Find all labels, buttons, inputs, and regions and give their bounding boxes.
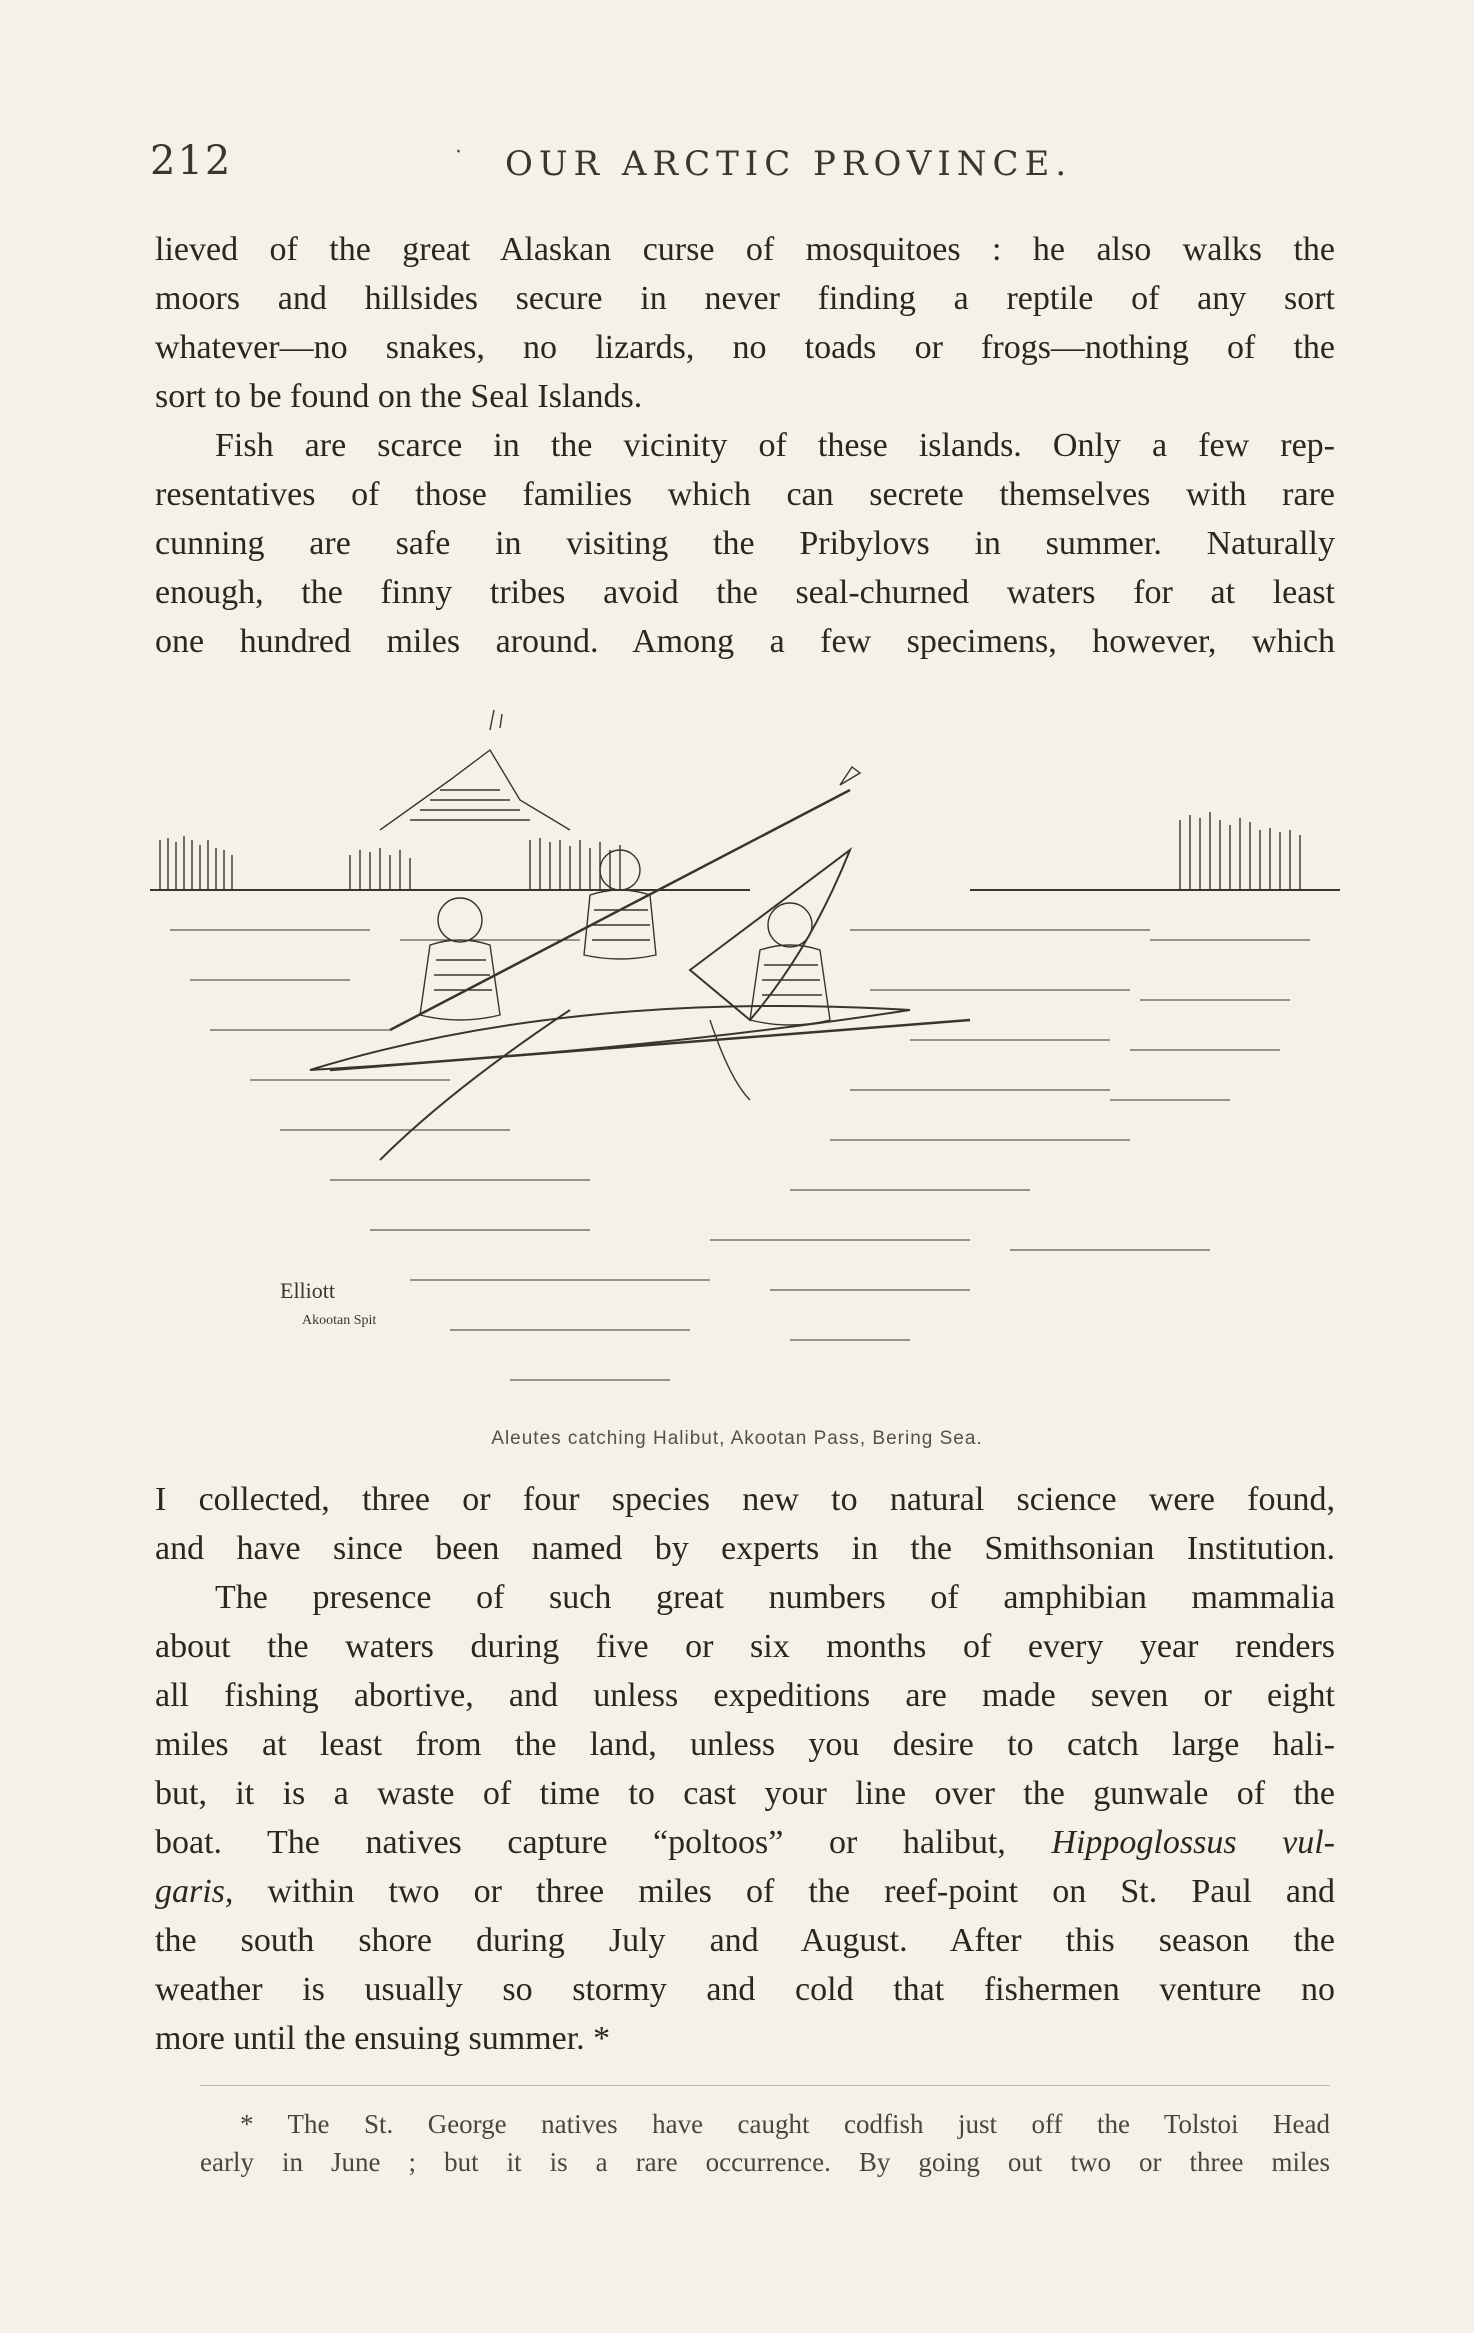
text-line: about the waters during five or six months of every year renders — [155, 1628, 1335, 1665]
text-line: whatever—no snakes, no lizards, no toads or frogs—nothing of the — [155, 329, 1335, 366]
text-line: enough, the finny tribes avoid the seal-churned waters for at least — [155, 574, 1335, 611]
text-line: sort to be found on the Seal Islands. — [155, 378, 643, 415]
right-shoreline — [970, 812, 1340, 890]
paragraph-bottom — [155, 1475, 1335, 2063]
text-line: one hundred miles around. Among a few specimens, however, which — [155, 623, 1335, 660]
text-line: I collected, three or four species new to natural science were found, — [155, 1481, 1335, 1518]
italic-term: Hippoglossus vul- — [1051, 1824, 1336, 1861]
italic-term: garis, — [155, 1873, 234, 1910]
text-line: miles at least from the land, unless you desire to catch large hali- — [155, 1726, 1335, 1763]
text-segment: boat. The natives capture “poltoos” or halibut, — [155, 1824, 1006, 1861]
footnote-line: early in June ; but it is a rare occurrence. By going out two or three miles — [200, 2147, 1330, 2177]
header-dot: · — [455, 140, 462, 165]
signature-line-2: Akootan Spit — [302, 1313, 377, 1328]
paddle-2 — [330, 1020, 970, 1070]
running-title: OUR ARCTIC PROVINCE. — [505, 144, 1073, 184]
text-line: lieved of the great Alaskan curse of mosquitoes : he also walks the — [155, 231, 1335, 268]
text-line: Fish are scarce in the vicinity of these islands. Only a few rep- — [215, 427, 1335, 464]
illustration — [150, 690, 1340, 1410]
text-segment: within two or three miles of the reef-point on St. Paul and — [233, 1873, 1335, 1910]
page-header — [150, 138, 1330, 188]
kayak-left — [310, 1006, 910, 1160]
halibut-fishing-engraving — [150, 690, 1340, 1410]
figure-caption: Aleutes catching Halibut, Akootan Pass, Bering Sea. — [491, 1428, 983, 1449]
figure-1 — [420, 898, 500, 1020]
text-line — [155, 1818, 1335, 1867]
text-line: more until the ensuing summer. * — [155, 2020, 611, 2057]
text-line: the south shore during July and August. After this season the — [155, 1922, 1335, 1959]
paragraph-top — [155, 225, 1335, 666]
text-line: resentatives of those families which can secrete themselves with rare — [155, 476, 1335, 513]
mountain-hatching — [410, 790, 530, 820]
paddle-blade — [840, 767, 860, 785]
text-line: and have since been named by experts in the Smithsonian Institution. — [155, 1530, 1335, 1567]
signature-line-1: Elliott — [280, 1278, 335, 1303]
left-shoreline — [150, 836, 750, 890]
page-number: 212 — [150, 138, 233, 184]
text-line: but, it is a waste of time to cast your line over the gunwale of the — [155, 1775, 1335, 1812]
text-line: moors and hillsides secure in never finding a reptile of any sort — [155, 280, 1335, 317]
footnote-rule — [200, 2085, 1330, 2086]
text-line: all fishing abortive, and unless expeditions are made seven or eight — [155, 1677, 1335, 1714]
volcano-smoke — [490, 710, 502, 730]
text-line: weather is usually so stormy and cold that fishermen venture no — [155, 1971, 1335, 2008]
footnote-line: * The St. George natives have caught codfish just off the Tolstoi Head — [240, 2109, 1330, 2139]
footnote — [200, 2105, 1330, 2181]
text-line: The presence of such great numbers of amphibian mammalia — [215, 1579, 1335, 1616]
text-line — [155, 1867, 1335, 1916]
text-line: cunning are safe in visiting the Pribylovs in summer. Naturally — [155, 525, 1335, 562]
